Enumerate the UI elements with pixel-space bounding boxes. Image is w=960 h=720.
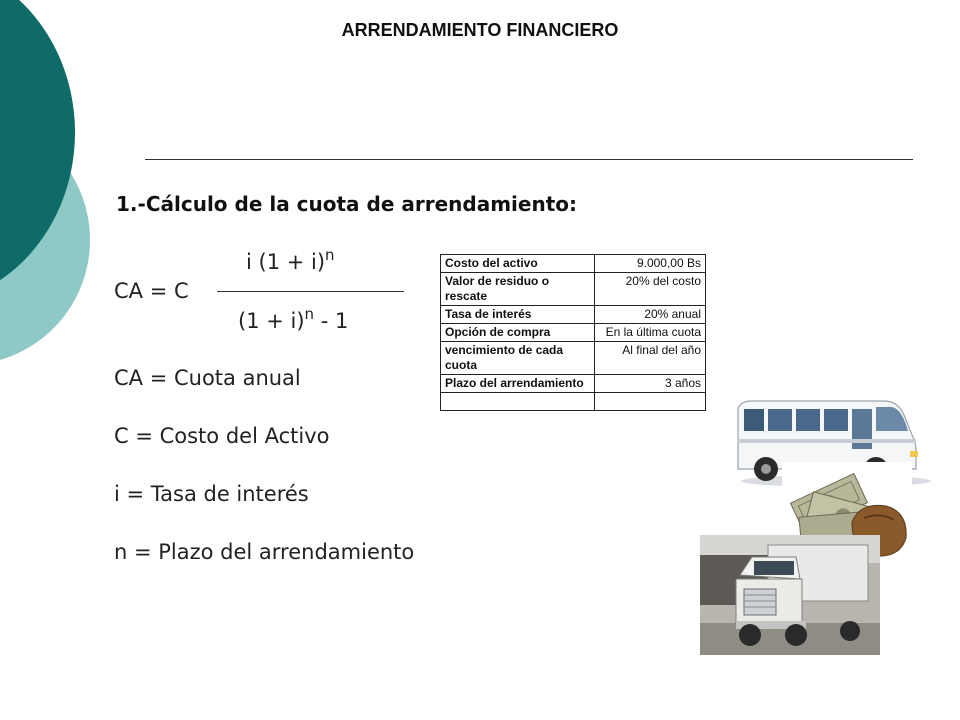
row-value: En la última cuota <box>595 324 706 342</box>
row-label: Opción de compra <box>441 324 595 342</box>
definition-ca: CA = Cuota anual <box>114 366 301 390</box>
row-label <box>441 393 595 411</box>
formula-denominator-tail: - 1 <box>314 309 349 333</box>
table-row <box>441 273 706 306</box>
formula-numerator-text: i (1 + i) <box>246 250 326 274</box>
table-row-empty <box>441 393 706 411</box>
row-label: Plazo del arrendamiento <box>441 375 595 393</box>
row-label: Costo del activo <box>441 255 595 273</box>
section-heading: 1.-Cálculo de la cuota de arrendamiento: <box>116 192 577 216</box>
row-label: vencimiento de cada cuota <box>441 342 595 375</box>
formula-numerator-exponent: n <box>325 246 335 264</box>
lease-parameters-table <box>440 254 706 411</box>
row-value: 9.000,00 Bs <box>595 255 706 273</box>
row-value: 3 años <box>595 375 706 393</box>
table-row <box>441 375 706 393</box>
formula-denominator-base: (1 + i) <box>238 309 305 333</box>
row-value: 20% del costo <box>595 273 706 306</box>
row-label: Valor de residuo o rescate <box>441 273 595 306</box>
formula-fraction-bar <box>217 291 404 292</box>
table-row <box>441 342 706 375</box>
table-row <box>441 255 706 273</box>
definition-i: i = Tasa de interés <box>114 482 309 506</box>
formula-numerator <box>246 246 335 274</box>
slide-title: ARRENDAMIENTO FINANCIERO <box>341 20 619 40</box>
row-value: Al final del año <box>595 342 706 375</box>
formula-lhs: CA = C <box>114 279 189 303</box>
formula-denominator <box>238 305 349 333</box>
truck-image <box>700 535 880 655</box>
row-value: 20% anual <box>595 306 706 324</box>
definition-n: n = Plazo del arrendamiento <box>114 540 415 564</box>
formula-denominator-exponent: n <box>304 305 315 323</box>
title-divider <box>145 159 913 160</box>
row-value <box>595 393 706 411</box>
row-label: Tasa de interés <box>441 306 595 324</box>
table-row <box>441 306 706 324</box>
definition-c: C = Costo del Activo <box>114 424 330 448</box>
table-row <box>441 324 706 342</box>
